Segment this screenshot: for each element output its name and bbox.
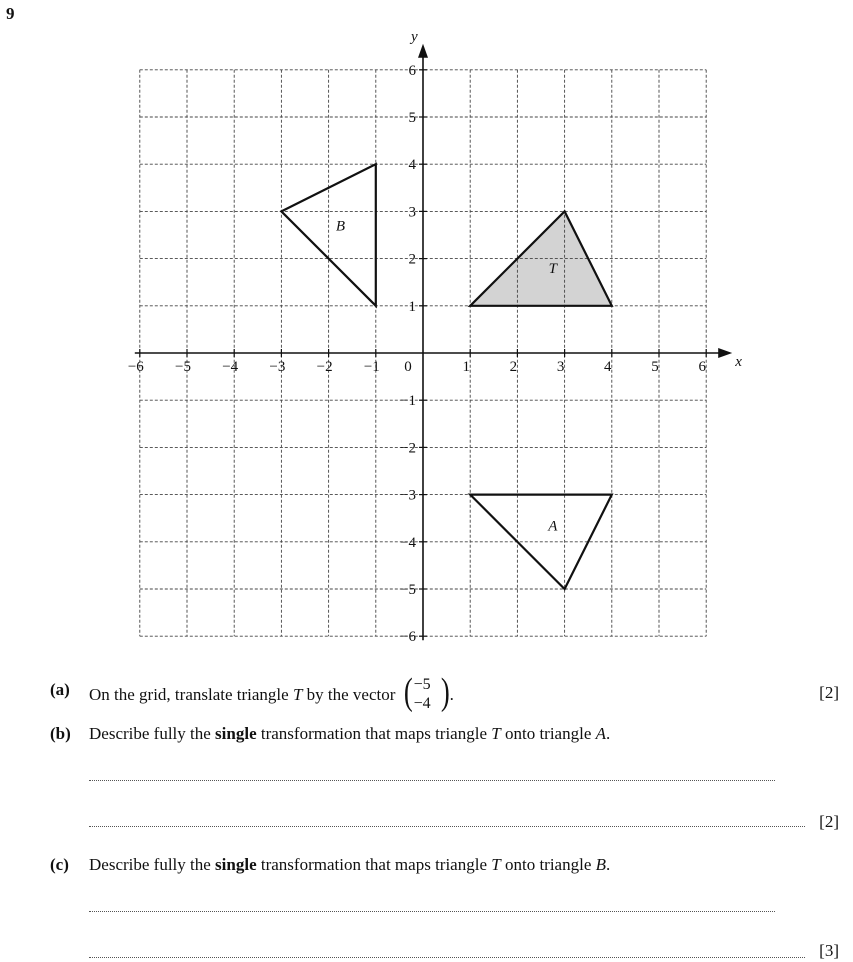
x-tick-label: 1 <box>462 359 470 375</box>
part-a-end: . <box>449 684 454 704</box>
x-tick-label: −5 <box>175 359 191 375</box>
part-b-text: Describe fully the single transformation that maps triangle T onto triangle A. <box>89 724 611 743</box>
part-b-bold: single <box>215 724 257 743</box>
vector-bottom: −4 <box>413 695 431 712</box>
y-tick-label: 6 <box>408 62 416 79</box>
y-tick-label: 5 <box>408 110 416 126</box>
x-tick-label: 2 <box>509 359 518 375</box>
vector-top: −5 <box>413 676 431 693</box>
question-number: 9 <box>6 4 15 23</box>
triangle-a-label: A <box>548 518 558 535</box>
y-tick-label: −3 <box>400 487 416 504</box>
y-tick-label: −6 <box>400 629 416 646</box>
part-b-label: (b) <box>50 724 71 743</box>
x-tick-label: −3 <box>269 359 286 375</box>
x-tick-label: −1 <box>363 359 380 375</box>
triangle-b-label: B <box>335 218 345 235</box>
part-a-marks: [2] <box>819 683 839 702</box>
part-a-label: (a) <box>50 680 70 699</box>
x-tick-label: 5 <box>651 359 659 375</box>
x-tick-label: −4 <box>222 359 239 375</box>
part-a-var: T <box>292 684 303 704</box>
answer-line-c2[interactable] <box>89 956 805 958</box>
x-axis-arrow <box>718 348 732 358</box>
y-tick-label: −1 <box>400 393 416 410</box>
x-tick-label: 3 <box>556 359 565 375</box>
y-tick-label: 2 <box>408 251 416 268</box>
y-tick-label: 1 <box>408 298 416 315</box>
y-tick-label: −2 <box>400 440 416 457</box>
triangle-t-label: T <box>548 261 557 278</box>
part-a-text-1: On the grid, translate triangle <box>89 684 293 704</box>
part-c-text: Describe fully the single transformation that maps triangle T onto triangle B. <box>89 855 611 874</box>
answer-line-b1[interactable] <box>89 779 775 781</box>
y-tick-label: −5 <box>400 582 416 598</box>
part-b-marks: [2] <box>819 812 839 831</box>
part-c-label: (c) <box>50 855 69 874</box>
x-axis-label: x <box>735 354 742 370</box>
x-tick-label: 0 <box>404 359 412 375</box>
translation-vector: ( −5 −4 ) <box>403 671 450 713</box>
x-tick-label: 4 <box>604 359 612 375</box>
part-c-marks: [3] <box>819 941 839 960</box>
y-tick-label: −4 <box>400 534 416 551</box>
part-a-text <box>89 671 454 716</box>
x-tick-label: −2 <box>316 359 333 375</box>
y-tick-label: 4 <box>408 157 416 174</box>
answer-line-c1[interactable] <box>89 910 775 912</box>
x-tick-label: −6 <box>127 359 144 375</box>
part-c-bold: single <box>215 855 257 874</box>
y-tick-label: 3 <box>408 204 416 221</box>
x-tick-label: 6 <box>698 359 706 375</box>
answer-line-b2[interactable] <box>89 825 805 827</box>
part-a-text-2: by the vector <box>302 684 400 704</box>
y-axis-label: y <box>411 28 418 45</box>
y-axis-arrow <box>418 44 428 58</box>
